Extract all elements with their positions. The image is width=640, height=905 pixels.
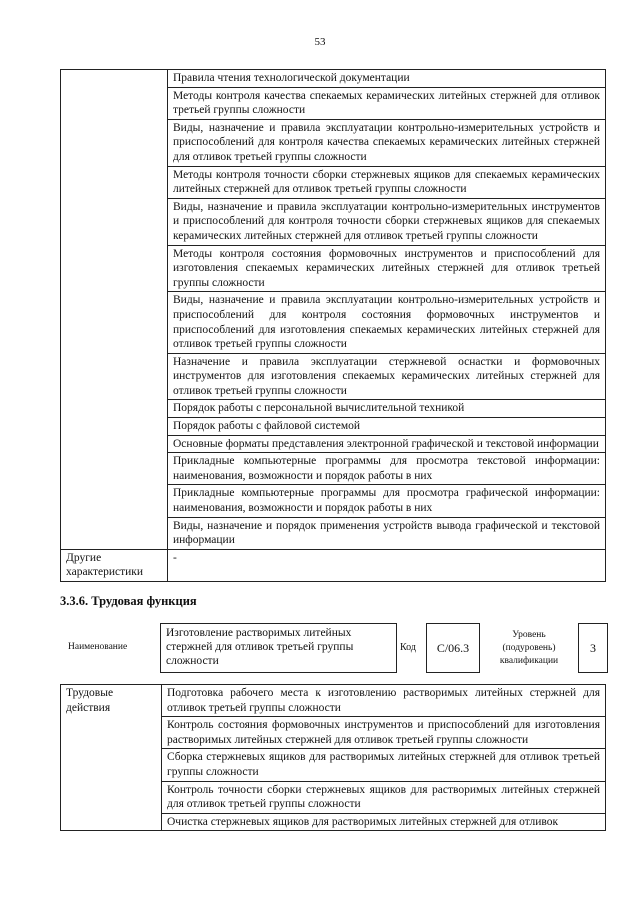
level-value: 3: [578, 623, 608, 673]
table-row: [61, 435, 606, 453]
knowledge-item: Методы контроля состояния формовочных инструментов и приспособлений для изготовления спекаемых керамических литейных стержней для отливок третьей группы сложности: [168, 245, 606, 292]
table-row: [61, 353, 606, 400]
labor-action-item: Сборка стержневых ящиков для растворимых литейных стержней для отливок третьей группы сложности: [162, 749, 606, 781]
name-value: Изготовление растворимых литейных стержней для отливок третьей группы сложности: [160, 623, 397, 673]
table-row: [61, 685, 606, 717]
knowledge-item: Прикладные компьютерные программы для просмотра текстовой информации: наименования, возможности и порядок работы в них: [168, 453, 606, 485]
knowledge-item: Назначение и правила эксплуатации стержневой оснастки и формовочных инструментов для изготовления спекаемых керамических литейных стержней для отливок третьей группы сложности: [168, 353, 606, 400]
knowledge-item: Виды, назначение и порядок применения устройств вывода графической и текстовой информации: [168, 517, 606, 549]
table-row: [61, 87, 606, 119]
table-row: [61, 292, 606, 353]
table-row: [61, 245, 606, 292]
labor-action-item: Подготовка рабочего места к изготовлению растворимых литейных стержней для отливок третьей группы сложности: [162, 685, 606, 717]
table-row: [61, 166, 606, 198]
labor-actions-label: Трудовые действия: [61, 685, 162, 831]
other-characteristics-value: -: [168, 549, 606, 581]
knowledge-item: Порядок работы с персональной вычислительной техникой: [168, 400, 606, 418]
labor-action-item: Очистка стержневых ящиков для растворимых литейных стержней для отливок: [162, 813, 606, 831]
empty-cell: [61, 453, 168, 485]
empty-cell: [61, 70, 168, 88]
other-characteristics-label: Другие характеристики: [61, 549, 168, 581]
empty-cell: [61, 418, 168, 436]
knowledge-item: Виды, назначение и правила эксплуатации контрольно-измерительных устройств и приспособлений для контроля состояния формовочных инструментов и приспособлений для изготовления спекаемых керамических литейных стержней для отливок третьей группы сложности: [168, 292, 606, 353]
empty-cell: [61, 119, 168, 166]
knowledge-table: [60, 69, 606, 582]
empty-cell: [61, 400, 168, 418]
table-row: [61, 119, 606, 166]
empty-cell: [61, 353, 168, 400]
knowledge-item: Основные форматы представления электронной графической и текстовой информации: [168, 435, 606, 453]
code-label: Код: [400, 642, 416, 653]
table-row: [61, 418, 606, 436]
knowledge-item: Методы контроля качества спекаемых керамических литейных стержней для отливок третьей группы сложности: [168, 87, 606, 119]
empty-cell: [61, 435, 168, 453]
level-label: Уровень (подуровень) квалификации: [499, 630, 559, 666]
name-label: Наименование: [68, 642, 128, 652]
table-row: [61, 400, 606, 418]
knowledge-item: Методы контроля точности сборки стержневых ящиков для спекаемых керамических литейных стержней для отливок третьей группы сложности: [168, 166, 606, 198]
knowledge-item: Порядок работы с файловой системой: [168, 418, 606, 436]
empty-cell: [61, 245, 168, 292]
other-characteristics-row: [61, 549, 606, 581]
table-row: [61, 453, 606, 485]
labor-action-item: Контроль точности сборки стержневых ящиков для растворимых литейных стержней для отливок третьей группы сложности: [162, 781, 606, 813]
knowledge-item: Виды, назначение и правила эксплуатации контрольно-измерительных инструментов и приспособлений для контроля точности сборки стержневых ящиков для спекаемых керамических литейных стержней для отливок третьей группы сложности: [168, 198, 606, 245]
empty-cell: [61, 485, 168, 517]
empty-cell: [61, 166, 168, 198]
knowledge-item: Прикладные компьютерные программы для просмотра графической информации: наименования, возможности и порядок работы в них: [168, 485, 606, 517]
empty-cell: [61, 87, 168, 119]
function-header: [60, 622, 610, 678]
table-row: [61, 517, 606, 549]
labor-actions-table: [60, 684, 606, 831]
empty-cell: [61, 198, 168, 245]
table-row: [61, 70, 606, 88]
table-row: [61, 198, 606, 245]
page-number: 53: [314, 36, 326, 48]
table-row: [61, 485, 606, 517]
labor-action-item: Контроль состояния формовочных инструментов и приспособлений для изготовления растворимых литейных стержней для отливок третьей группы сложности: [162, 717, 606, 749]
empty-cell: [61, 292, 168, 353]
knowledge-item: Правила чтения технологической документации: [168, 70, 606, 88]
empty-cell: [61, 517, 168, 549]
code-value: C/06.3: [426, 623, 480, 673]
knowledge-item: Виды, назначение и правила эксплуатации контрольно-измерительных устройств и приспособлений для контроля качества спекаемых керамических литейных стержней для отливок третьей группы сложности: [168, 119, 606, 166]
section-title: 3.3.6. Трудовая функция: [60, 594, 197, 608]
